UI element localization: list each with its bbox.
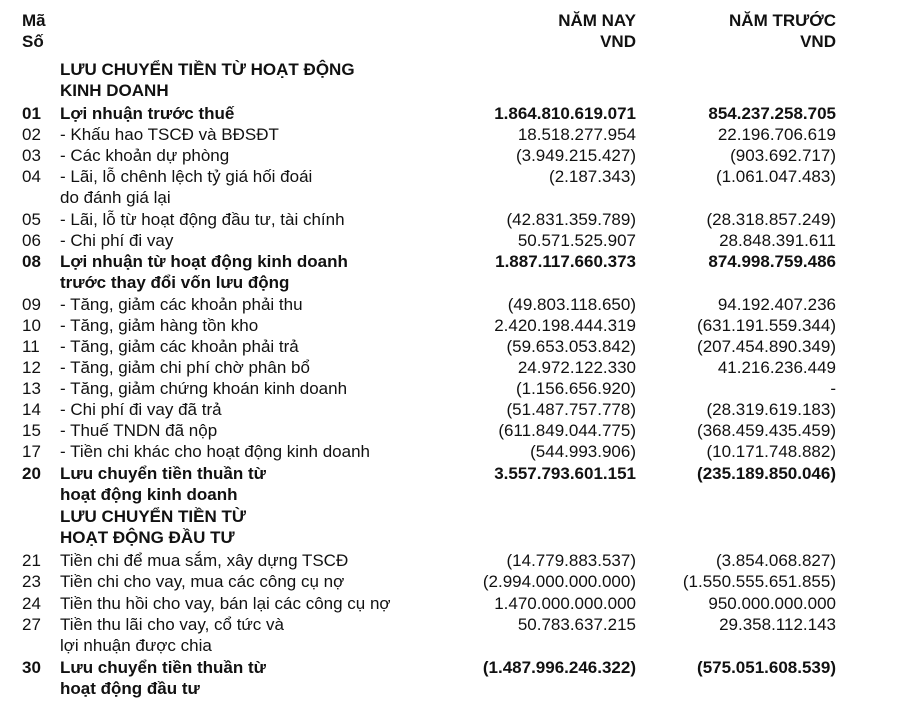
row-code: 03 bbox=[22, 146, 41, 165]
row-current-value: (42.831.359.789) bbox=[506, 210, 636, 229]
row-label: - Chi phí đi vay đã trả bbox=[60, 400, 222, 419]
row-label: - Tăng, giảm chi phí chờ phân bổ bbox=[60, 358, 310, 377]
row-code: 09 bbox=[22, 295, 41, 314]
row-current-value: (611.849.044.775) bbox=[498, 421, 636, 440]
row-previous-value: (368.459.435.459) bbox=[697, 421, 836, 440]
row-code: 24 bbox=[22, 594, 41, 613]
row-previous-value: (10.171.748.882) bbox=[706, 442, 836, 461]
row-previous-value: (1.550.555.651.855) bbox=[682, 572, 836, 591]
row-current-value: 1.470.000.000.000 bbox=[494, 594, 636, 613]
row-code: 11 bbox=[22, 337, 40, 356]
row-previous-value: 29.358.112.143 bbox=[719, 615, 836, 634]
row-previous-value: 94.192.407.236 bbox=[717, 295, 836, 314]
row-code: 01 bbox=[22, 104, 41, 123]
section-investing-title: LƯU CHUYỂN TIỀN TỪ bbox=[60, 507, 246, 526]
row-label-cont: hoạt động đầu tư bbox=[60, 679, 200, 698]
row-current-value: 1.887.117.660.373 bbox=[495, 252, 636, 271]
row-label-cont: do đánh giá lại bbox=[60, 188, 171, 207]
section-operating-title: LƯU CHUYỂN TIỀN TỪ HOẠT ĐỘNG bbox=[60, 60, 355, 79]
row-label: - Chi phí đi vay bbox=[60, 231, 174, 250]
row-code: 15 bbox=[22, 421, 41, 440]
row-code: 30 bbox=[22, 658, 41, 677]
row-label: Tiền thu lãi cho vay, cổ tức và bbox=[60, 615, 284, 634]
row-current-value: (1.487.996.246.322) bbox=[482, 658, 636, 677]
row-current-value: (14.779.883.537) bbox=[506, 551, 636, 570]
row-previous-value: (28.318.857.249) bbox=[706, 210, 836, 229]
row-label-cont: lợi nhuận được chia bbox=[60, 636, 212, 655]
current-year-unit: VND bbox=[600, 32, 636, 51]
row-label: - Tăng, giảm các khoản phải thu bbox=[60, 295, 303, 314]
row-current-value: (544.993.906) bbox=[530, 442, 636, 461]
row-current-value: 50.783.637.215 bbox=[517, 615, 636, 634]
row-code: 12 bbox=[22, 358, 41, 377]
row-previous-value: 874.998.759.486 bbox=[708, 252, 836, 271]
row-code: 02 bbox=[22, 125, 41, 144]
row-label: - Thuế TNDN đã nộp bbox=[60, 421, 218, 440]
row-current-value: 1.864.810.619.071 bbox=[494, 104, 636, 123]
current-year-header: NĂM NAY bbox=[558, 11, 636, 30]
row-current-value: (51.487.757.778) bbox=[506, 400, 636, 419]
row-previous-value: (631.191.559.344) bbox=[697, 316, 836, 335]
row-current-value: (49.803.118.650) bbox=[507, 295, 636, 314]
row-label: Tiền chi cho vay, mua các công cụ nợ bbox=[60, 572, 345, 591]
row-code: 14 bbox=[22, 400, 41, 419]
row-label: - Lãi, lỗ chênh lệch tỷ giá hối đoái bbox=[60, 167, 313, 186]
row-previous-value: (207.454.890.349) bbox=[697, 337, 836, 356]
row-label: - Lãi, lỗ từ hoạt động đầu tư, tài chính bbox=[60, 210, 345, 229]
row-previous-value: 854.237.258.705 bbox=[708, 104, 836, 123]
row-code: 06 bbox=[22, 231, 41, 250]
row-current-value: (2.187.343) bbox=[549, 167, 636, 186]
row-label: Tiền thu hồi cho vay, bán lại các công cụ nợ bbox=[60, 594, 391, 613]
previous-year-unit: VND bbox=[800, 32, 836, 51]
row-label: Lưu chuyển tiền thuần từ bbox=[60, 464, 266, 483]
row-code: 20 bbox=[22, 464, 41, 483]
row-previous-value: 22.196.706.619 bbox=[717, 125, 836, 144]
row-label: - Khấu hao TSCĐ và BĐSĐT bbox=[60, 125, 279, 144]
row-code: 17 bbox=[22, 442, 41, 461]
row-label-cont: hoạt động kinh doanh bbox=[60, 485, 238, 504]
row-previous-value: (235.189.850.046) bbox=[697, 464, 836, 483]
row-current-value: (2.994.000.000.000) bbox=[482, 572, 636, 591]
row-previous-value: (903.692.717) bbox=[730, 146, 836, 165]
previous-year-header: NĂM TRƯỚC bbox=[729, 11, 836, 30]
row-code: 21 bbox=[22, 551, 41, 570]
row-previous-value: 41.216.236.449 bbox=[717, 358, 836, 377]
row-current-value: 24.972.122.330 bbox=[517, 358, 636, 377]
row-label: Lưu chuyển tiền thuần từ bbox=[60, 658, 266, 677]
row-code: 27 bbox=[22, 615, 41, 634]
row-previous-value: - bbox=[830, 379, 836, 398]
row-current-value: 50.571.525.907 bbox=[517, 231, 636, 250]
row-label: - Tăng, giảm chứng khoán kinh doanh bbox=[60, 379, 348, 398]
row-current-value: (59.653.053.842) bbox=[506, 337, 636, 356]
row-label: Tiền chi để mua sắm, xây dựng TSCĐ bbox=[60, 551, 349, 570]
row-previous-value: (3.854.068.827) bbox=[715, 551, 836, 570]
row-label: - Các khoản dự phòng bbox=[60, 146, 230, 165]
row-current-value: (3.949.215.427) bbox=[515, 146, 636, 165]
row-previous-value: (575.051.608.539) bbox=[697, 658, 836, 677]
row-code: 08 bbox=[22, 252, 41, 271]
row-label: Lợi nhuận từ hoạt động kinh doanh bbox=[60, 252, 348, 271]
section-operating-title-cont: KINH DOANH bbox=[60, 81, 169, 100]
row-current-value: 2.420.198.444.319 bbox=[494, 316, 636, 335]
row-previous-value: (1.061.047.483) bbox=[715, 167, 836, 186]
row-label-cont: trước thay đổi vốn lưu động bbox=[60, 273, 290, 292]
row-current-value: 3.557.793.601.151 bbox=[494, 464, 636, 483]
row-previous-value: (28.319.619.183) bbox=[706, 400, 836, 419]
row-code: 10 bbox=[22, 316, 41, 335]
row-label: Lợi nhuận trước thuế bbox=[60, 104, 235, 123]
row-previous-value: 950.000.000.000 bbox=[708, 594, 836, 613]
row-code: 04 bbox=[22, 167, 41, 186]
row-current-value: 18.518.277.954 bbox=[517, 125, 636, 144]
row-label: - Tiền chi khác cho hoạt động kinh doanh bbox=[60, 442, 370, 461]
code-header-line2: Số bbox=[22, 32, 44, 51]
row-code: 05 bbox=[22, 210, 41, 229]
code-header-line1: Mã bbox=[22, 11, 46, 30]
row-label: - Tăng, giảm các khoản phải trả bbox=[60, 337, 299, 356]
section-investing-title-cont: HOẠT ĐỘNG ĐẦU TƯ bbox=[60, 528, 235, 547]
row-previous-value: 28.848.391.611 bbox=[719, 231, 836, 250]
row-code: 23 bbox=[22, 572, 41, 591]
row-label: - Tăng, giảm hàng tồn kho bbox=[60, 316, 259, 335]
row-current-value: (1.156.656.920) bbox=[515, 379, 636, 398]
row-code: 13 bbox=[22, 379, 41, 398]
